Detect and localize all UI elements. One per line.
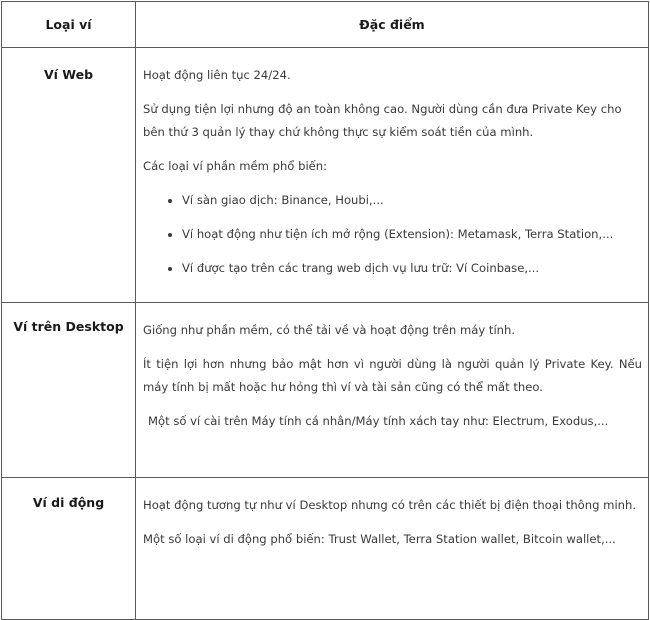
table-header-row <box>2 2 649 48</box>
table-row-mobile-wallet <box>2 478 649 620</box>
row-label-web-wallet: Ví Web <box>2 48 136 303</box>
list-item: • Ví hoạt động như tiện ích mở rộng (Extension): Metamask, Terra Station,... <box>182 223 642 246</box>
paragraph: Hoạt động liên tục 24/24. <box>143 68 291 82</box>
table-row-desktop-wallet <box>2 303 649 478</box>
list-item: • Ví được tạo trên các trang web dịch vụ lưu trữ: Ví Coinbase,... <box>182 257 642 280</box>
row-label-desktop-wallet: Ví trên Desktop <box>2 303 136 478</box>
paragraph: Sử dụng tiện lợi nhưng độ an toàn không cao. Người dùng cần đưa Private Key cho bên thứ 3 quản lý thay chứ không thực sự kiểm soát tiền của mình. <box>143 102 622 139</box>
bullet-list <box>143 189 642 280</box>
paragraph: Một số ví cài trên Máy tính cá nhân/Máy tính xách tay như: Electrum, Exodus,... <box>148 413 609 428</box>
row-label-mobile-wallet: Ví di động <box>2 478 136 620</box>
paragraph: Giống như phần mềm, có thể tải về và hoạt động trên máy tính. <box>143 323 516 337</box>
row-content-web-wallet <box>136 48 649 303</box>
table-row-web-wallet <box>2 48 649 303</box>
paragraph: Hoạt động tương tự như ví Desktop nhưng có trên các thiết bị điện thoại thông minh. <box>143 498 637 512</box>
row-content-desktop-wallet <box>136 303 649 478</box>
wallet-comparison-table <box>1 1 649 620</box>
header-wallet-type: Loại ví <box>2 2 136 48</box>
paragraph: Các loại ví phần mềm phổ biến: <box>143 158 328 173</box>
paragraph: Ít tiện lợi hơn nhưng bảo mật hơn vì người dùng là người quản lý Private Key. Nếu máy tính bị mất hoặc hư hỏng thì ví và tài sản cũng có thể mất theo. <box>143 357 642 394</box>
header-characteristics: Đặc điểm <box>136 2 649 48</box>
paragraph: Một số loại ví di động phổ biến: Trust Wallet, Terra Station wallet, Bitcoin wallet,... <box>143 532 616 546</box>
row-content-mobile-wallet <box>136 478 649 620</box>
list-item: • Ví sàn giao dịch: Binance, Houbi,... <box>182 189 642 212</box>
